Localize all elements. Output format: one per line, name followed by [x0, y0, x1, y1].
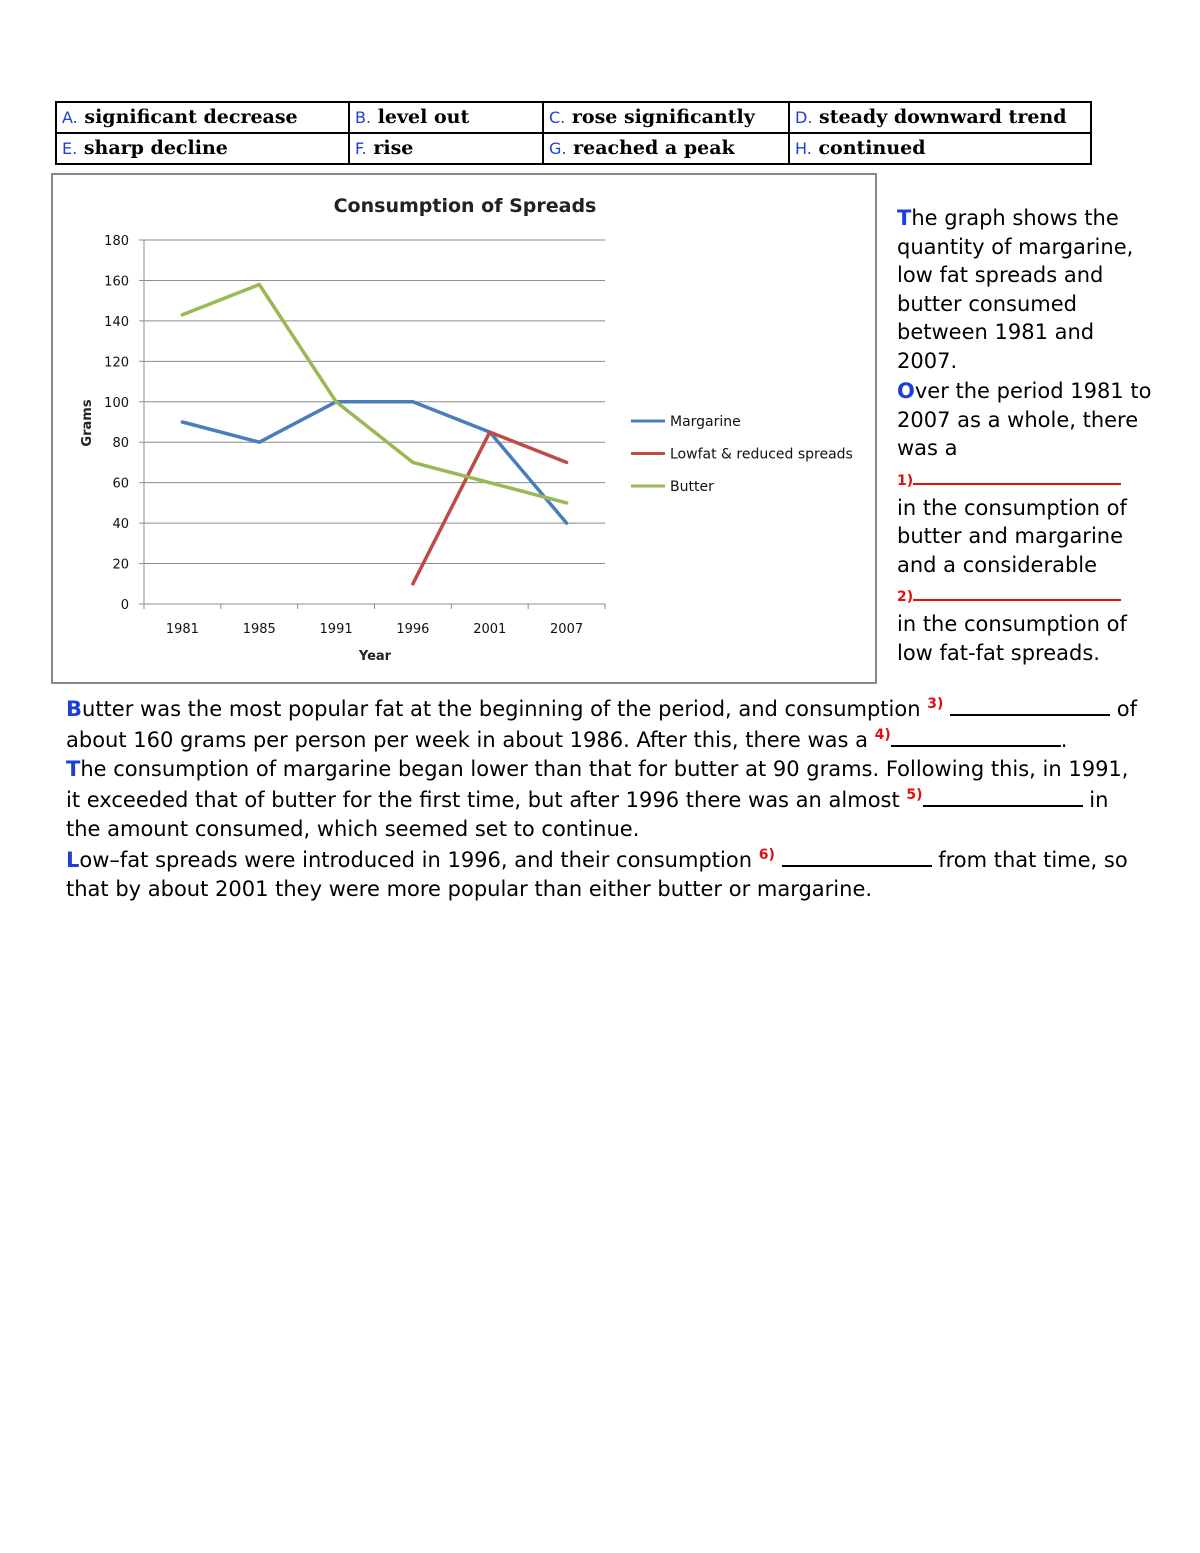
butter-sentence: utter was the most popular fat at the beginning of the period, and consumption	[82, 697, 921, 721]
initial-letter: T	[897, 206, 912, 230]
option-text: level out	[377, 106, 470, 128]
initial-letter: T	[66, 757, 81, 781]
word-bank-cell	[56, 102, 349, 133]
y-tick-label: 140	[104, 314, 129, 330]
word-bank-cell	[349, 102, 543, 133]
data-point	[411, 582, 414, 585]
margarine-paragraph	[66, 755, 1146, 845]
butter-sentence-cont: of about 160 grams per person per week in about 1986. After this, there was a	[66, 697, 1137, 752]
lowfat-sentence-end: from that time, so that by about 2001 they were more popular than either butter or margarine.	[66, 847, 1128, 901]
summary-sentence-end: in the consumption of low fat-fat spreads.	[897, 612, 1127, 665]
option-letter: H.	[795, 139, 812, 158]
margarine-sentence-end: in the amount consumed, which seemed set to continue.	[66, 787, 1109, 841]
initial-letter: B	[66, 697, 83, 721]
option-letter: A.	[62, 108, 78, 127]
x-tick-label: 2007	[550, 622, 584, 637]
option-text: rise	[373, 137, 414, 159]
option-letter: E.	[62, 139, 78, 158]
question-number: 6)	[758, 846, 775, 863]
y-tick-label: 20	[112, 557, 129, 573]
data-point	[565, 501, 568, 504]
x-tick-label: 1996	[396, 622, 430, 637]
answer-blank-2[interactable]	[913, 579, 1121, 601]
y-axis-title: Grams	[80, 399, 95, 447]
word-bank-cell	[349, 133, 543, 164]
answer-blank-4[interactable]	[891, 725, 1061, 747]
option-letter: C.	[549, 108, 566, 127]
y-tick-label: 100	[104, 395, 129, 411]
y-tick-label: 0	[120, 598, 129, 613]
word-bank-row	[56, 102, 1091, 133]
word-bank-row	[56, 133, 1091, 164]
y-tick-label: 180	[104, 234, 129, 249]
intro-paragraph	[897, 204, 1157, 375]
option-letter: G.	[549, 139, 567, 158]
margarine-sentence: he consumption of margarine began lower than that for butter at 90 grams. Following this, in 1991, it exceeded that of butter for the first time, but after 1996 there was an almost	[66, 757, 1129, 812]
word-bank-cell	[56, 133, 349, 164]
data-point	[411, 461, 414, 464]
y-tick-label: 160	[104, 274, 129, 290]
x-tick-label: 1985	[242, 622, 276, 637]
chart-frame	[51, 173, 877, 684]
option-letter: F.	[355, 139, 367, 158]
series-line-lowfat-reduced-spreads	[413, 432, 567, 584]
question-number: 1)	[897, 472, 914, 489]
x-tick-label: 1991	[319, 622, 353, 637]
initial-letter: L	[66, 847, 80, 872]
data-point	[411, 400, 414, 403]
initial-letter: O	[897, 379, 915, 403]
data-point	[335, 400, 338, 403]
question-number: 5)	[906, 786, 923, 803]
data-point	[565, 461, 568, 464]
data-point	[488, 481, 491, 484]
data-point	[565, 522, 568, 525]
option-letter: B.	[355, 108, 372, 127]
y-tick-label: 120	[104, 355, 129, 371]
word-bank-cell	[789, 133, 1091, 164]
x-axis-title: Year	[358, 649, 392, 664]
option-text: sharp decline	[83, 137, 228, 159]
x-tick-label: 1981	[165, 622, 199, 637]
y-tick-label: 40	[112, 517, 129, 533]
data-point	[488, 431, 491, 434]
summary-paragraph	[897, 377, 1157, 667]
y-tick-label: 60	[112, 476, 129, 492]
lowfat-paragraph	[66, 845, 1146, 905]
question-number: 4)	[874, 726, 891, 743]
legend-label: Margarine	[670, 414, 741, 430]
chart-title: Consumption of Spreads	[333, 195, 597, 217]
legend-label: Lowfat & reduced spreads	[670, 446, 853, 463]
main-text	[66, 694, 1146, 905]
series-line-margarine	[182, 402, 566, 523]
option-letter: D.	[795, 108, 813, 127]
lowfat-sentence: ow–fat spreads were introduced in 1996, and their consumption	[79, 847, 753, 872]
question-number: 3)	[927, 696, 944, 712]
answer-blank-6[interactable]	[782, 845, 932, 867]
answer-blank-5[interactable]	[923, 785, 1083, 807]
legend-label: Butter	[670, 479, 714, 495]
data-point	[181, 421, 184, 424]
answer-blank-3[interactable]	[950, 694, 1110, 716]
summary-sentence-cont: in the consumption of butter and margarine and a considerable	[897, 495, 1127, 577]
option-text: steady downward trend	[819, 106, 1067, 128]
word-bank-table	[55, 101, 1092, 165]
option-text: reached a peak	[573, 137, 735, 159]
butter-sentence-end: .	[1060, 727, 1068, 752]
x-tick-label: 2001	[473, 622, 507, 637]
series-line-butter	[182, 285, 566, 503]
option-text: rose significantly	[571, 106, 755, 128]
word-bank-cell	[543, 133, 789, 164]
data-point	[258, 283, 261, 286]
intro-text	[897, 204, 1157, 667]
line-chart	[53, 175, 875, 682]
y-tick-label: 80	[112, 436, 129, 452]
intro-sentence: he graph shows the quantity of margarine, low fat spreads and butter consumed between 1981 and 2007.	[897, 206, 1134, 373]
summary-sentence: ver the period 1981 to 2007 as a whole, there was a	[897, 379, 1152, 460]
question-number: 2)	[897, 589, 914, 605]
word-bank-cell	[789, 102, 1091, 133]
option-text: continued	[818, 137, 926, 159]
data-point	[258, 441, 261, 444]
word-bank-cell	[543, 102, 789, 133]
butter-paragraph	[66, 694, 1146, 755]
data-point	[181, 313, 184, 316]
answer-blank-1[interactable]	[913, 463, 1121, 485]
option-text: significant decrease	[84, 106, 298, 128]
